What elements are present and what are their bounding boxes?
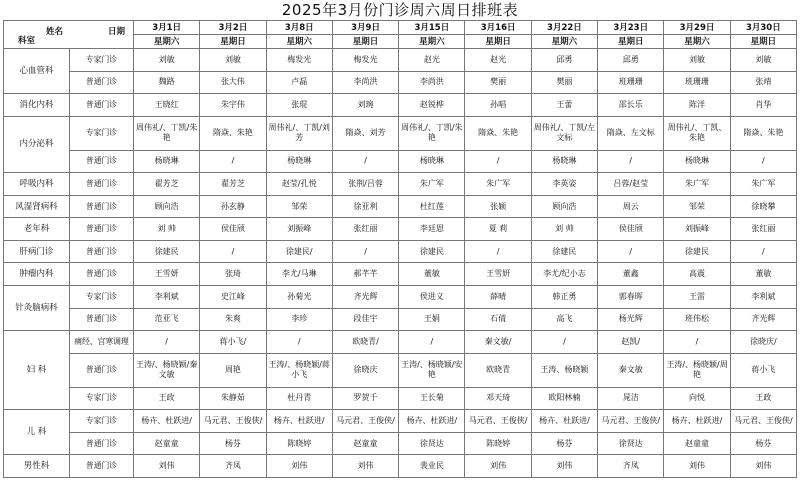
clinic-type-cell: 普通门诊 xyxy=(70,150,134,173)
doctor-cell: 郝芊芊 xyxy=(332,263,398,286)
doctor-cell: 王晓红 xyxy=(134,94,200,117)
doctor-cell: 周伟礼/、丁凯/刘芳 xyxy=(266,116,332,150)
doctor-cell: 杨晓琳 xyxy=(664,150,730,173)
doctor-cell: 高飞 xyxy=(531,308,597,331)
doctor-cell: 王长菊 xyxy=(399,387,465,410)
doctor-cell: 隋焱、左文标 xyxy=(598,116,664,150)
doctor-cell: 孙玄静 xyxy=(200,195,266,218)
doctor-cell: 徐建民 xyxy=(134,240,200,263)
table-row xyxy=(4,94,797,117)
doctor-cell: 李利斌 xyxy=(134,286,200,309)
doctor-cell: 邓天琦 xyxy=(465,387,531,410)
doctor-cell: 王蕾 xyxy=(531,94,597,117)
clinic-type-cell: 普通门诊 xyxy=(70,71,134,94)
department-cell: 儿 科 xyxy=(4,410,70,455)
doctor-cell: 孙菊光 xyxy=(266,286,332,309)
doctor-cell: 秦文敏/ xyxy=(465,331,531,354)
doctor-cell: 梅发光 xyxy=(266,49,332,72)
doctor-cell: 杨光辉 xyxy=(598,308,664,331)
clinic-type-cell: 普通门诊 xyxy=(70,195,134,218)
table-row xyxy=(4,150,797,173)
doctor-cell: 杨芬 xyxy=(200,432,266,455)
doctor-cell: 杨芬 xyxy=(531,432,597,455)
clinic-type-cell: 普通门诊 xyxy=(70,173,134,196)
doctor-cell: / xyxy=(465,150,531,173)
doctor-cell: 王雪妍 xyxy=(465,263,531,286)
doctor-cell: 徐建民/ xyxy=(266,240,332,263)
date-header: 3月16日 xyxy=(465,21,531,35)
doctor-cell: 朱宇伟 xyxy=(200,94,266,117)
doctor-cell: 蒋小飞 xyxy=(730,353,796,387)
doctor-cell: 赵光 xyxy=(399,49,465,72)
doctor-cell: 史江峰 xyxy=(200,286,266,309)
clinic-type-cell: 专家门诊 xyxy=(70,49,134,72)
doctor-cell: 齐凤 xyxy=(200,455,266,478)
doctor-cell: 李尚洪 xyxy=(332,71,398,94)
doctor-cell: 隋焱、朱艳 xyxy=(465,116,531,150)
clinic-type-cell: 专家门诊 xyxy=(70,286,134,309)
doctor-cell: / xyxy=(332,150,398,173)
doctor-cell: 董敏 xyxy=(730,263,796,286)
doctor-cell: / xyxy=(399,331,465,354)
doctor-cell: 王涛、杨晓颖 xyxy=(531,353,597,387)
doctor-cell: 赵光 xyxy=(465,49,531,72)
clinic-type-cell: 痛经、宫寒调理 xyxy=(70,331,134,354)
doctor-cell: / xyxy=(598,150,664,173)
doctor-cell: 赵莹/孔悦 xyxy=(266,173,332,196)
doctor-cell: 杜红莲 xyxy=(399,195,465,218)
doctor-cell: 刘敏 xyxy=(200,49,266,72)
doctor-cell: 徐贤达 xyxy=(598,432,664,455)
doctor-cell: 李尤/马琳 xyxy=(266,263,332,286)
doctor-cell: 周艳 xyxy=(200,353,266,387)
doctor-cell: 张红丽 xyxy=(730,218,796,241)
doctor-cell: 邱勇 xyxy=(598,49,664,72)
doctor-cell: 马元君、王俊侠/ xyxy=(465,410,531,433)
doctor-cell: / xyxy=(730,150,796,173)
weekday-header: 星期日 xyxy=(465,35,531,49)
table-row xyxy=(4,308,797,331)
table-row xyxy=(4,387,797,410)
doctor-cell: 顾向浩 xyxy=(531,195,597,218)
doctor-cell: 刘伟 xyxy=(332,455,398,478)
date-header: 3月30日 xyxy=(730,21,796,35)
doctor-cell: 隋焱、朱艳 xyxy=(200,116,266,150)
doctor-cell: 杨晓琳 xyxy=(399,150,465,173)
table-row xyxy=(4,218,797,241)
schedule-body xyxy=(4,49,797,478)
table-row xyxy=(4,410,797,433)
table-row xyxy=(4,455,797,478)
doctor-cell: 侯佳颀 xyxy=(200,218,266,241)
doctor-cell: 秦文敏 xyxy=(598,353,664,387)
doctor-cell: 徐贤达 xyxy=(399,432,465,455)
weekday-header: 星期六 xyxy=(664,35,730,49)
corner-header xyxy=(4,21,134,49)
clinic-type-cell: 普通门诊 xyxy=(70,263,134,286)
clinic-type-cell: 普通门诊 xyxy=(70,455,134,478)
doctor-cell: 范亚飞 xyxy=(134,308,200,331)
doctor-cell: 刘伟 xyxy=(664,455,730,478)
doctor-cell: 杨卉、杜跃进/ xyxy=(266,410,332,433)
date-header: 3月1日 xyxy=(134,21,200,35)
doctor-cell: 周伟礼/、丁凯/左文标 xyxy=(531,116,597,150)
doctor-cell: / xyxy=(200,240,266,263)
doctor-cell: 翟芳芝 xyxy=(200,173,266,196)
page-title: 2025年3月份门诊周六周日排班表 xyxy=(281,1,519,19)
doctor-cell: 王娟 xyxy=(399,308,465,331)
doctor-cell: 向悦 xyxy=(664,387,730,410)
doctor-cell: 刘伟 xyxy=(465,455,531,478)
corner-date-label: 日期 xyxy=(107,27,125,37)
date-header: 3月15日 xyxy=(399,21,465,35)
doctor-cell: 郭春晖 xyxy=(598,286,664,309)
doctor-cell: 韩正勇 xyxy=(531,286,597,309)
doctor-cell: 薛晴 xyxy=(465,286,531,309)
doctor-cell: 李利斌 xyxy=(730,286,796,309)
doctor-cell: 张颖 xyxy=(465,195,531,218)
doctor-cell: 蒋小飞/ xyxy=(200,331,266,354)
doctor-cell: 徐建民 xyxy=(664,240,730,263)
doctor-cell: 刘伟 xyxy=(531,455,597,478)
doctor-cell: 张靖 xyxy=(730,71,796,94)
doctor-cell: 杨晓琳 xyxy=(531,150,597,173)
clinic-type-cell: 普通门诊 xyxy=(70,218,134,241)
doctor-cell: 杨卉、杜跃进/ xyxy=(399,410,465,433)
doctor-cell: 徐建民 xyxy=(399,240,465,263)
weekday-header: 星期六 xyxy=(399,35,465,49)
doctor-cell: 隋焱、朱艳 xyxy=(730,116,796,150)
doctor-cell: 邵长乐 xyxy=(598,94,664,117)
table-row xyxy=(4,116,797,150)
doctor-cell: / xyxy=(332,240,398,263)
doctor-cell: 徐建民 xyxy=(531,240,597,263)
doctor-cell: 马元君、王俊侠/ xyxy=(200,410,266,433)
department-cell: 妇 科 xyxy=(4,331,70,410)
doctor-cell: 欧晓青/ xyxy=(332,331,398,354)
weekday-header: 星期日 xyxy=(730,35,796,49)
doctor-cell: 刘敏 xyxy=(134,49,200,72)
doctor-cell: 王政 xyxy=(730,387,796,410)
department-cell: 心血管科 xyxy=(4,49,70,94)
date-header: 3月8日 xyxy=(266,21,332,35)
doctor-cell: 朱广军 xyxy=(730,173,796,196)
doctor-cell: 周云 xyxy=(598,195,664,218)
weekday-header: 星期日 xyxy=(200,35,266,49)
corner-name-label: 姓名 xyxy=(46,27,64,37)
doctor-cell: 杨芬 xyxy=(730,432,796,455)
doctor-cell: 杨卉、杜跃进/ xyxy=(664,410,730,433)
table-row xyxy=(4,432,797,455)
doctor-cell: 樊丽 xyxy=(531,71,597,94)
doctor-cell: 董敏 xyxy=(399,263,465,286)
doctor-cell: 杨晓琳 xyxy=(266,150,332,173)
doctor-cell: 李尚洪 xyxy=(399,71,465,94)
weekday-header: 星期六 xyxy=(134,35,200,49)
doctor-cell: / xyxy=(266,331,332,354)
doctor-cell: 张荆/吕蓉 xyxy=(332,173,398,196)
doctor-cell: 刘振峰 xyxy=(266,218,332,241)
department-cell: 男性科 xyxy=(4,455,70,478)
table-row xyxy=(4,286,797,309)
doctor-cell: 卢磊 xyxy=(266,71,332,94)
doctor-cell: 顾向浩 xyxy=(134,195,200,218)
doctor-cell: 王雷 xyxy=(664,286,730,309)
department-cell: 老年科 xyxy=(4,218,70,241)
doctor-cell: 马元君、王俊侠/ xyxy=(332,410,398,433)
doctor-cell: 王雪妍 xyxy=(134,263,200,286)
doctor-cell: 李珍 xyxy=(266,308,332,331)
doctor-cell: 齐光辉 xyxy=(730,308,796,331)
date-header: 3月29日 xyxy=(664,21,730,35)
doctor-cell: 齐凤 xyxy=(598,455,664,478)
doctor-cell: 陈晓婷 xyxy=(465,432,531,455)
doctor-cell: 欧晓青 xyxy=(465,353,531,387)
doctor-cell: 隋焱、刘芳 xyxy=(332,116,398,150)
clinic-type-cell: 普通门诊 xyxy=(70,353,134,387)
department-cell: 肿瘤内科 xyxy=(4,263,70,286)
doctor-cell: 朱广军 xyxy=(465,173,531,196)
department-cell: 内分泌科 xyxy=(4,116,70,172)
doctor-cell: 陈洋 xyxy=(664,94,730,117)
doctor-cell: 刘敏 xyxy=(730,49,796,72)
doctor-cell: 赵凯/ xyxy=(598,331,664,354)
weekday-header: 星期日 xyxy=(332,35,398,49)
doctor-cell: 李尤/纪小志 xyxy=(531,263,597,286)
doctor-cell: 吕蓉/赵莹 xyxy=(598,173,664,196)
doctor-cell: 董鑫 xyxy=(598,263,664,286)
doctor-cell: 肖华 xyxy=(730,94,796,117)
doctor-cell: 樊丽 xyxy=(465,71,531,94)
doctor-cell: 邹荣 xyxy=(664,195,730,218)
doctor-cell: 齐光辉 xyxy=(332,286,398,309)
doctor-cell: 刘振峰 xyxy=(664,218,730,241)
doctor-cell: 刘敏 xyxy=(664,49,730,72)
doctor-cell: 欧阳林楠 xyxy=(531,387,597,410)
doctor-cell: 马元君、王俊侠/ xyxy=(730,410,796,433)
doctor-cell: 赵童童 xyxy=(134,432,200,455)
date-header: 3月2日 xyxy=(200,21,266,35)
date-header-row xyxy=(4,21,797,35)
doctor-cell: 朱广军 xyxy=(664,173,730,196)
doctor-cell: / xyxy=(200,150,266,173)
table-row xyxy=(4,331,797,354)
doctor-cell: / xyxy=(598,240,664,263)
clinic-type-cell: 专家门诊 xyxy=(70,116,134,150)
doctor-cell: 梅发光 xyxy=(332,49,398,72)
doctor-cell: 赵童童 xyxy=(664,432,730,455)
doctor-cell: 刘伟 xyxy=(134,455,200,478)
doctor-cell: 魏路 xyxy=(134,71,200,94)
department-cell: 针灸脑病科 xyxy=(4,286,70,331)
doctor-cell: 李廷恩 xyxy=(399,218,465,241)
doctor-cell: 翟芳芝 xyxy=(134,173,200,196)
doctor-cell: 晁洁 xyxy=(598,387,664,410)
doctor-cell: / xyxy=(531,331,597,354)
doctor-cell: / xyxy=(730,240,796,263)
doctor-cell: 石倩 xyxy=(465,308,531,331)
doctor-cell: 杨卉、杜跃进/ xyxy=(134,410,200,433)
doctor-cell: 班伟松 xyxy=(664,308,730,331)
table-row xyxy=(4,353,797,387)
department-cell: 风湿肾病科 xyxy=(4,195,70,218)
doctor-cell: 周伟礼/、丁凯/朱艳 xyxy=(134,116,200,150)
doctor-cell: 刘伟 xyxy=(730,455,796,478)
doctor-cell: 赵童童 xyxy=(332,432,398,455)
doctor-cell: 邹荣 xyxy=(266,195,332,218)
doctor-cell: 刘 帅 xyxy=(531,218,597,241)
doctor-cell: 班珊珊 xyxy=(598,71,664,94)
table-row xyxy=(4,240,797,263)
doctor-cell: 王涛/、杨晓颖/蒋小飞 xyxy=(266,353,332,387)
schedule-table xyxy=(3,20,797,478)
doctor-cell: 周伟礼/、丁凯/朱艳 xyxy=(399,116,465,150)
doctor-cell: / xyxy=(664,331,730,354)
department-cell: 肝病门诊 xyxy=(4,240,70,263)
doctor-cell: 杜丹青 xyxy=(266,387,332,410)
doctor-cell: 孙唱 xyxy=(465,94,531,117)
table-row xyxy=(4,49,797,72)
doctor-cell: 邱勇 xyxy=(531,49,597,72)
doctor-cell: 王涛/、杨晓颖/秦文敏 xyxy=(134,353,200,387)
doctor-cell: 张红丽 xyxy=(332,218,398,241)
date-header: 3月22日 xyxy=(531,21,597,35)
doctor-cell: 张琨 xyxy=(266,94,332,117)
weekday-header: 星期六 xyxy=(266,35,332,49)
doctor-cell: 徐晓攀 xyxy=(730,195,796,218)
doctor-cell: 裴业民 xyxy=(399,455,465,478)
doctor-cell: 赵锐桦 xyxy=(399,94,465,117)
doctor-cell: 徐晓庆 xyxy=(332,353,398,387)
doctor-cell: 朱广军 xyxy=(399,173,465,196)
date-header: 3月23日 xyxy=(598,21,664,35)
doctor-cell: 徐亚利 xyxy=(332,195,398,218)
clinic-type-cell: 专家门诊 xyxy=(70,387,134,410)
weekday-header: 星期日 xyxy=(598,35,664,49)
doctor-cell: 张大伟 xyxy=(200,71,266,94)
doctor-cell: 刘 帅 xyxy=(134,218,200,241)
clinic-type-cell: 普通门诊 xyxy=(70,240,134,263)
doctor-cell: / xyxy=(134,331,200,354)
doctor-cell: 朱静茹 xyxy=(200,387,266,410)
table-row xyxy=(4,173,797,196)
table-row xyxy=(4,263,797,286)
weekday-header: 星期六 xyxy=(531,35,597,49)
department-cell: 呼吸内科 xyxy=(4,173,70,196)
doctor-cell: 杨晓琳 xyxy=(134,150,200,173)
doctor-cell: 夏 莉 xyxy=(465,218,531,241)
doctor-cell: 周伟礼/、丁凯、朱艳 xyxy=(664,116,730,150)
doctor-cell: 高震 xyxy=(664,263,730,286)
doctor-cell: 侯进义 xyxy=(399,286,465,309)
doctor-cell: 王政 xyxy=(134,387,200,410)
doctor-cell: 王涛/、杨晓颖/安艳 xyxy=(399,353,465,387)
doctor-cell: 徐晓庆/ xyxy=(730,331,796,354)
doctor-cell: 杨卉、杜跃进/ xyxy=(531,410,597,433)
doctor-cell: 张琦 xyxy=(200,263,266,286)
corner-dept-label: 科室 xyxy=(18,36,36,46)
doctor-cell: 陈晓婷 xyxy=(266,432,332,455)
doctor-cell: 段佳宇 xyxy=(332,308,398,331)
clinic-type-cell: 普通门诊 xyxy=(70,432,134,455)
table-row xyxy=(4,195,797,218)
clinic-type-cell: 普通门诊 xyxy=(70,94,134,117)
doctor-cell: 罗贺千 xyxy=(332,387,398,410)
department-cell: 消化内科 xyxy=(4,94,70,117)
doctor-cell: 班珊珊 xyxy=(664,71,730,94)
date-header: 3月9日 xyxy=(332,21,398,35)
doctor-cell: 李英姿 xyxy=(531,173,597,196)
doctor-cell: / xyxy=(465,240,531,263)
doctor-cell: 王涛/、杨晓颖/周艳 xyxy=(664,353,730,387)
clinic-type-cell: 专家门诊 xyxy=(70,410,134,433)
doctor-cell: 朱爽 xyxy=(200,308,266,331)
clinic-type-cell: 普通门诊 xyxy=(70,308,134,331)
doctor-cell: 侯佳颀 xyxy=(598,218,664,241)
table-row xyxy=(4,71,797,94)
doctor-cell: 刘伟 xyxy=(266,455,332,478)
doctor-cell: 马元君、王俊侠/ xyxy=(598,410,664,433)
doctor-cell: 刘琬 xyxy=(332,94,398,117)
